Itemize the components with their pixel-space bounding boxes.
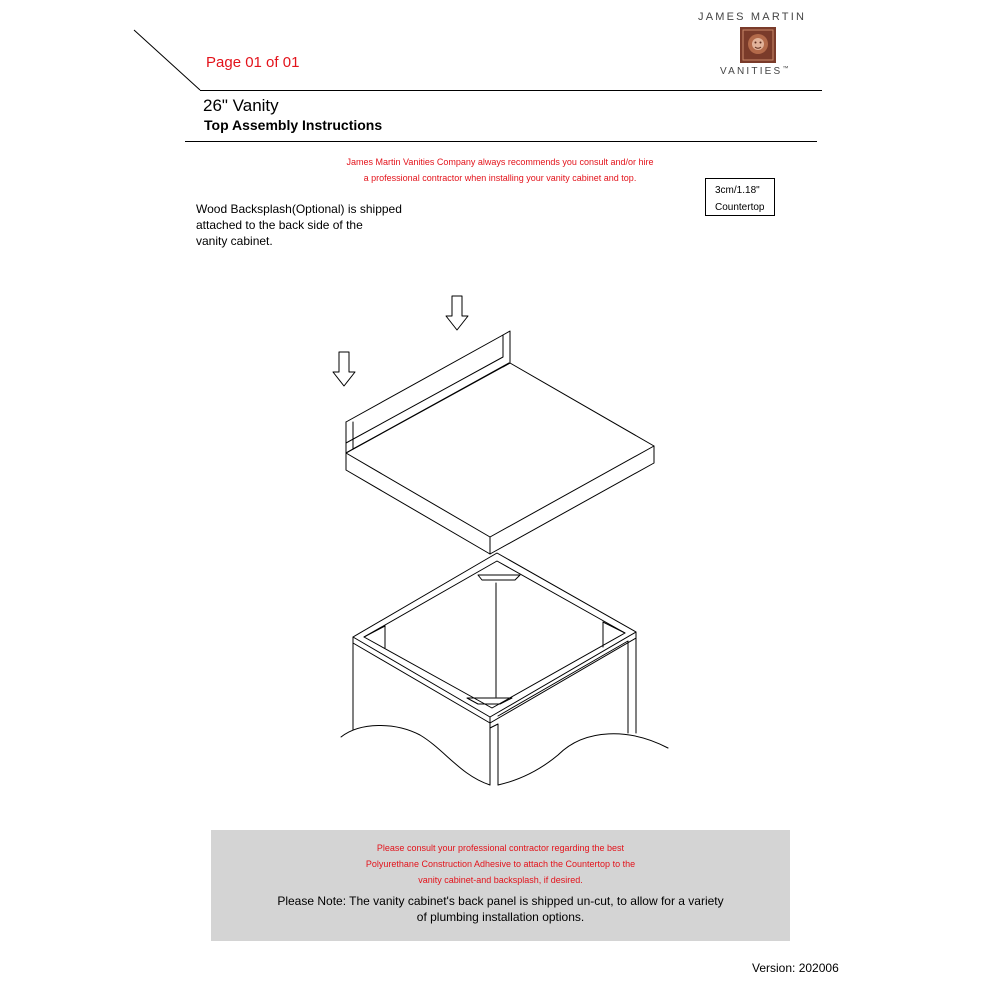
lion-crest-icon xyxy=(740,27,776,63)
backsplash-note-line: attached to the back side of the xyxy=(196,218,363,232)
page-number-label: Page 01 of 01 xyxy=(206,54,300,71)
version-label: Version: 202006 xyxy=(752,961,839,975)
header-rule xyxy=(200,90,822,91)
header-diagonal-line xyxy=(0,0,220,100)
adhesive-note-line: vanity cabinet-and backsplash, if desired. xyxy=(418,875,583,885)
brand-name-top: JAMES MARTIN xyxy=(698,11,807,23)
adhesive-note-line: Polyurethane Construction Adhesive to attach the Countertop to the xyxy=(365,859,636,869)
brand-name-bottom-text: VANITIES xyxy=(720,66,783,77)
countertop-slab xyxy=(346,363,654,554)
countertop-spec-box xyxy=(705,178,775,216)
notice-line: James Martin Vanities Company always recommends you consult and/or hire xyxy=(346,157,654,167)
adhesive-note xyxy=(211,840,790,888)
adhesive-note-line: Please consult your professional contractor regarding the best xyxy=(376,843,625,853)
page-title: 26" Vanity xyxy=(203,96,279,115)
backsplash-note-line: vanity cabinet. xyxy=(196,234,273,248)
countertop-spec-line: Countertop xyxy=(715,202,765,213)
title-rule xyxy=(185,141,817,142)
back-panel-note xyxy=(211,893,790,925)
page-subtitle: Top Assembly Instructions xyxy=(204,117,383,133)
assembly-diagram xyxy=(320,285,680,795)
back-panel-note-line: Please Note: The vanity cabinet's back panel is shipped un-cut, to allow for a variety xyxy=(277,894,724,908)
countertop-spec-line: 3cm/1.18" xyxy=(715,185,760,196)
trademark-symbol: ™ xyxy=(782,66,789,72)
down-arrow-icon xyxy=(333,352,355,386)
back-panel-note-line: of plumbing installation options. xyxy=(416,910,585,924)
brand-name-bottom xyxy=(720,66,788,77)
backsplash-note xyxy=(196,201,426,249)
vanity-cabinet xyxy=(341,553,668,785)
backsplash-note-line: Wood Backsplash(Optional) is shipped xyxy=(196,202,402,216)
notice-line: a professional contractor when installing your vanity cabinet and top. xyxy=(363,173,637,183)
down-arrow-icon xyxy=(446,296,468,330)
contractor-notice xyxy=(300,154,700,186)
